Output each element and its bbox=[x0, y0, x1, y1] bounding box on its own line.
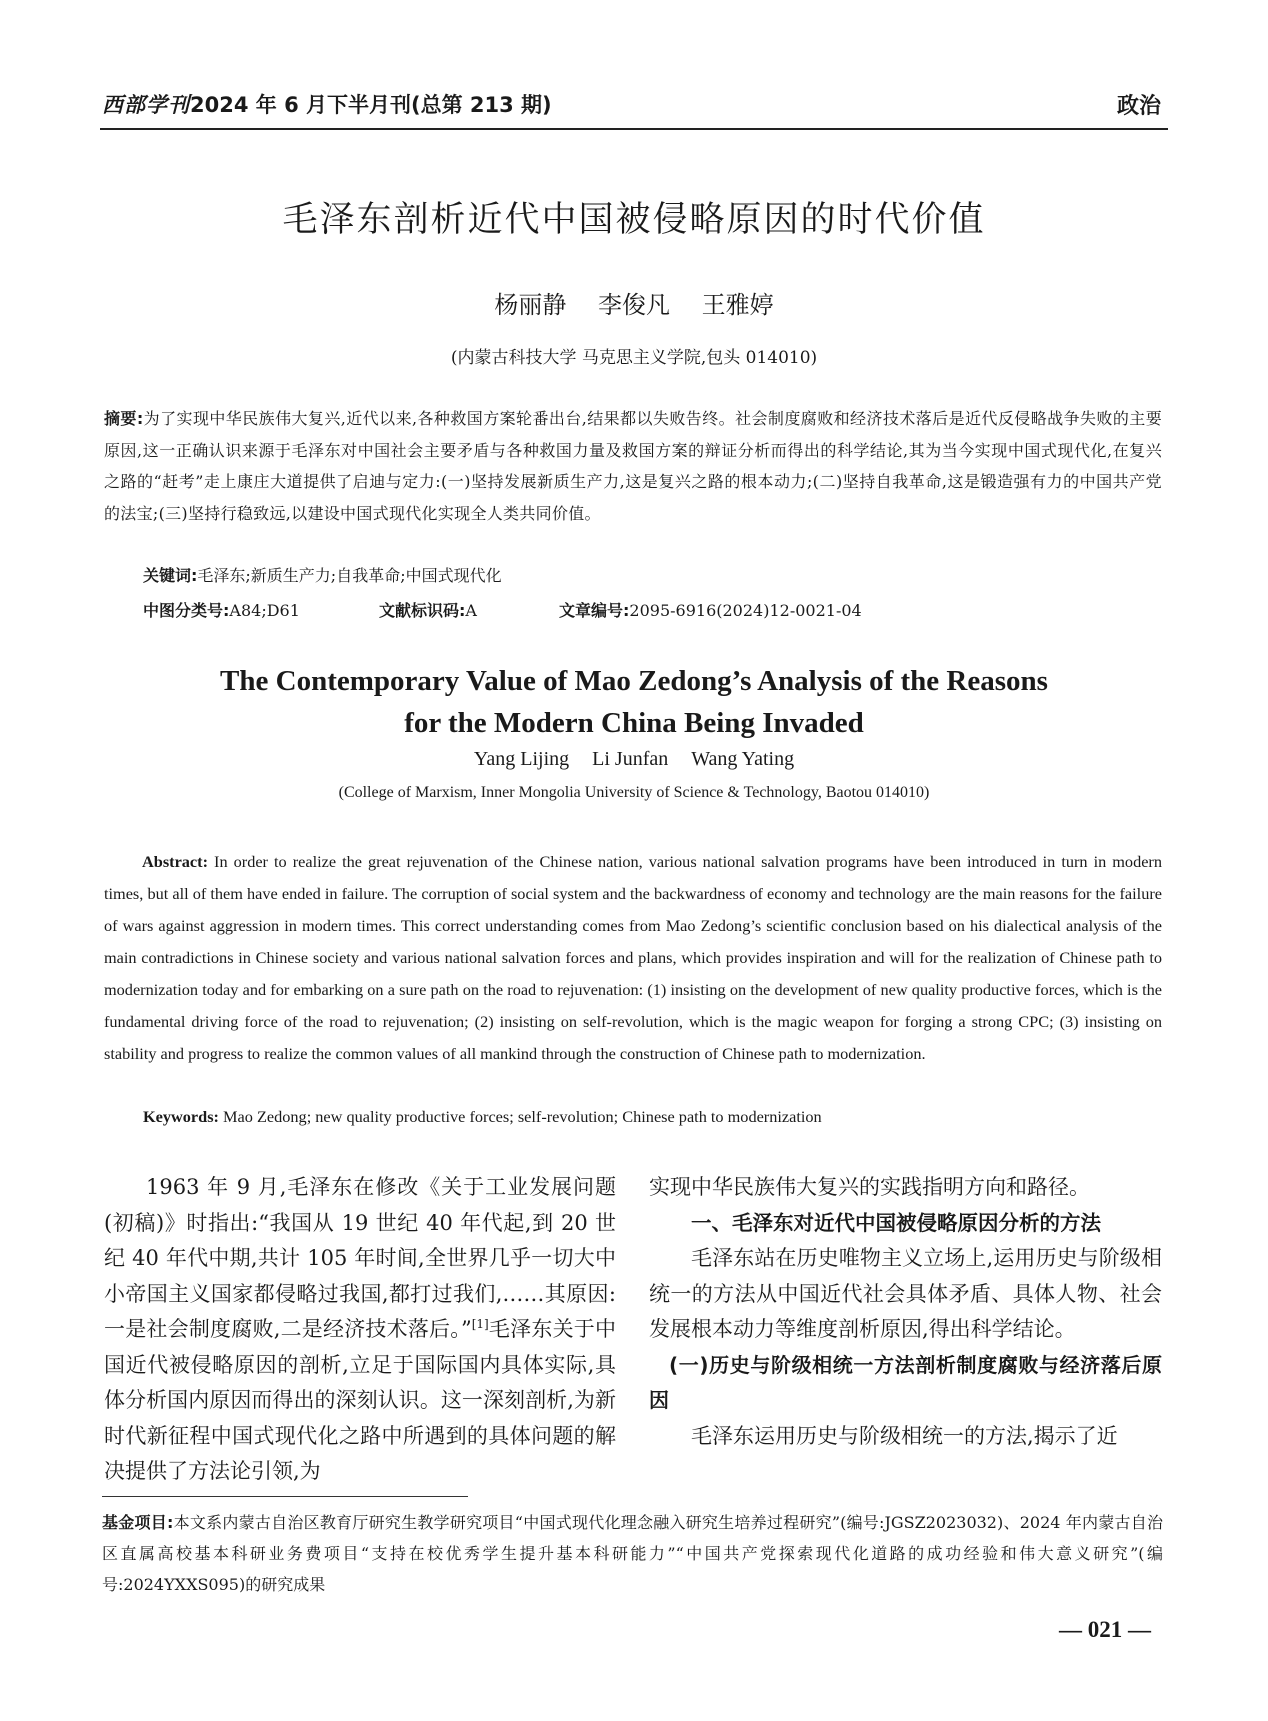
paragraph-text: 毛泽东关于中国近代被侵略原因的剖析,立足于国际国内具体实际,具体分析国内原因而得出的深刻认识。这一深刻剖析,为新时代新征程中国式现代化之路中所遇到的具体问题的解决提供了方法论引领,为 bbox=[104, 1317, 616, 1483]
author-en: Wang Yating bbox=[691, 748, 795, 770]
body-paragraph bbox=[104, 1170, 616, 1490]
keywords-zh-label: 关键词: bbox=[143, 566, 198, 585]
author-zh: 王雅婷 bbox=[701, 291, 774, 319]
subsection-heading: (一)历史与阶级相统一方法剖析制度腐败与经济落后原因 bbox=[649, 1352, 1162, 1412]
body-column-right bbox=[649, 1170, 1162, 1454]
author-zh: 杨丽静 bbox=[494, 291, 567, 319]
article-code bbox=[559, 598, 862, 621]
authors-zh bbox=[0, 285, 1268, 320]
doc-label: 文献标识码: bbox=[379, 601, 466, 620]
journal-name: 西部学刊 bbox=[102, 92, 190, 117]
section-label: 政治 bbox=[1116, 93, 1161, 119]
footnote-divider bbox=[102, 1496, 468, 1497]
section-heading: 一、毛泽东对近代中国被侵略原因分析的方法 bbox=[691, 1210, 1101, 1235]
abstract-en bbox=[104, 846, 1162, 1070]
page-number: — 021 — bbox=[1059, 1617, 1151, 1642]
author-zh: 李俊凡 bbox=[598, 291, 670, 319]
keywords-zh bbox=[143, 563, 502, 586]
keywords-zh-text: 毛泽东;新质生产力;自我革命;中国式现代化 bbox=[197, 566, 502, 585]
abstract-zh-label: 摘要: bbox=[104, 409, 144, 428]
body-column-left bbox=[104, 1170, 616, 1490]
affiliation-en: (College of Marxism, Inner Mongolia University of Science & Technology, Baotou 014010) bbox=[338, 784, 930, 801]
body-paragraph: 毛泽东站在历史唯物主义立场上,运用历史与阶级相统一的方法从中国近代社会具体矛盾、具体人物、社会发展根本动力等维度剖析原因,得出科学结论。 bbox=[649, 1246, 1162, 1341]
keywords-en-label: Keywords: bbox=[143, 1107, 219, 1126]
article-label: 文章编号: bbox=[559, 601, 630, 620]
title-en-line: for the Modern China Being Invaded bbox=[404, 707, 864, 739]
funding-label: 基金项目: bbox=[102, 1513, 174, 1532]
clc-value: A84;D61 bbox=[229, 601, 300, 620]
reference-marker[interactable]: [1] bbox=[471, 1317, 489, 1331]
doc-value: A bbox=[465, 601, 477, 620]
running-header bbox=[102, 84, 1161, 124]
issue-info: 2024 年 6 月下半月刊(总第 213 期) bbox=[190, 93, 552, 117]
abstract-zh-text: 为了实现中华民族伟大复兴,近代以来,各种救国方案轮番出台,结果都以失败告终。社会制度腐败和经济技术落后是近代反侵略战争失败的主要原因,这一正确认识来源于毛泽东对中国社会主要矛盾与各种救国力量及救国方案的辩证分析而得出的科学结论,其为当今实现中国式现代化,在复兴之路的“赶考”走上康庄大道提供了启迪与定力:(一)坚持发展新质生产力,这是复兴之路的根本动力;(二)坚持自我革命,这是锻造强有力的中国共产党的法宝;(三)坚持行稳致远,以建设中国式现代化实现全人类共同价值。 bbox=[104, 409, 1162, 523]
author-en: Yang Lijing bbox=[473, 748, 570, 770]
abstract-en-label: Abstract: bbox=[142, 852, 209, 871]
article-value: 2095-6916(2024)12-0021-04 bbox=[629, 601, 862, 620]
author-en: Li Junfan bbox=[592, 748, 669, 770]
keywords-en-text: Mao Zedong; new quality productive forces; self-revolution; Chinese path to modernization bbox=[223, 1107, 822, 1126]
abstract-en-text: In order to realize the great rejuvenation of the Chinese nation, various national salvation programs have been introduced in turn in modern times, but all of them have ended in failure. The corruption of social system and the backwardness of economy and technology are the main reasons for the failure of wars against aggression in modern times. This correct understanding comes from Mao Zedong’s scientific conclusion based on his dialectical analysis of the main contradictions in Chinese society and various national salvation forces and plans, which provides inspiration and will for the realization of Chinese path to modernization today and for embarking on a sure path on the road to rejuvenation: (1) insisting on the development of new quality productive forces, which is the fundamental driving force of the road to rejuvenation; (2) insisting on self-revolution, which is the magic weapon for forging a strong CPC; (3) insisting on stability and progress to realize the common values of all mankind through the construction of Chinese path to modernization. bbox=[104, 852, 1162, 1063]
header-divider bbox=[100, 128, 1168, 130]
abstract-zh bbox=[104, 403, 1162, 529]
quote-text: 1963 年 9 月,毛泽东在修改《关于工业发展问题(初稿)》时指出:“我国从 19 世纪 40 年代起,到 20 世纪 40 年代中期,共计 105 年时间,全世界几乎一切大中小帝国主义国家都侵略过我国,都打过我们,……其原因:一是社会制度腐败,二是经济技术落后。” bbox=[104, 1175, 616, 1341]
funding-text: 本文系内蒙古自治区教育厅研究生教学研究项目“中国式现代化理念融入研究生培养过程研究”(编号:JGSZ2023032)、2024 年内蒙古自治区直属高校基本科研业务费项目“支持在校优秀学生提升基本科研能力”“中国共产党探索现代化道路的成功经验和伟大意义研究”(编号:2024YXXS095)的研究成果 bbox=[102, 1513, 1163, 1594]
body-paragraph: 毛泽东运用历史与阶级相统一的方法,揭示了近 bbox=[691, 1423, 1118, 1448]
paper-title-zh: 毛泽东剖析近代中国被侵略原因的时代价值 bbox=[282, 200, 986, 240]
body-paragraph: 实现中华民族伟大复兴的实践指明方向和路径。 bbox=[649, 1175, 1090, 1199]
clc-code bbox=[143, 598, 379, 621]
affiliation-zh: (内蒙古科技大学 马克思主义学院,包头 014010) bbox=[450, 348, 818, 368]
authors-en bbox=[0, 748, 1268, 771]
classification-line bbox=[143, 598, 862, 621]
title-en-line: The Contemporary Value of Mao Zedong’s Analysis of the Reasons bbox=[220, 665, 1048, 697]
journal-info bbox=[102, 89, 552, 119]
clc-label: 中图分类号: bbox=[143, 601, 230, 620]
doc-code bbox=[379, 598, 559, 621]
funding-note bbox=[102, 1507, 1163, 1600]
paper-title-en bbox=[100, 660, 1168, 744]
keywords-en bbox=[143, 1107, 822, 1127]
